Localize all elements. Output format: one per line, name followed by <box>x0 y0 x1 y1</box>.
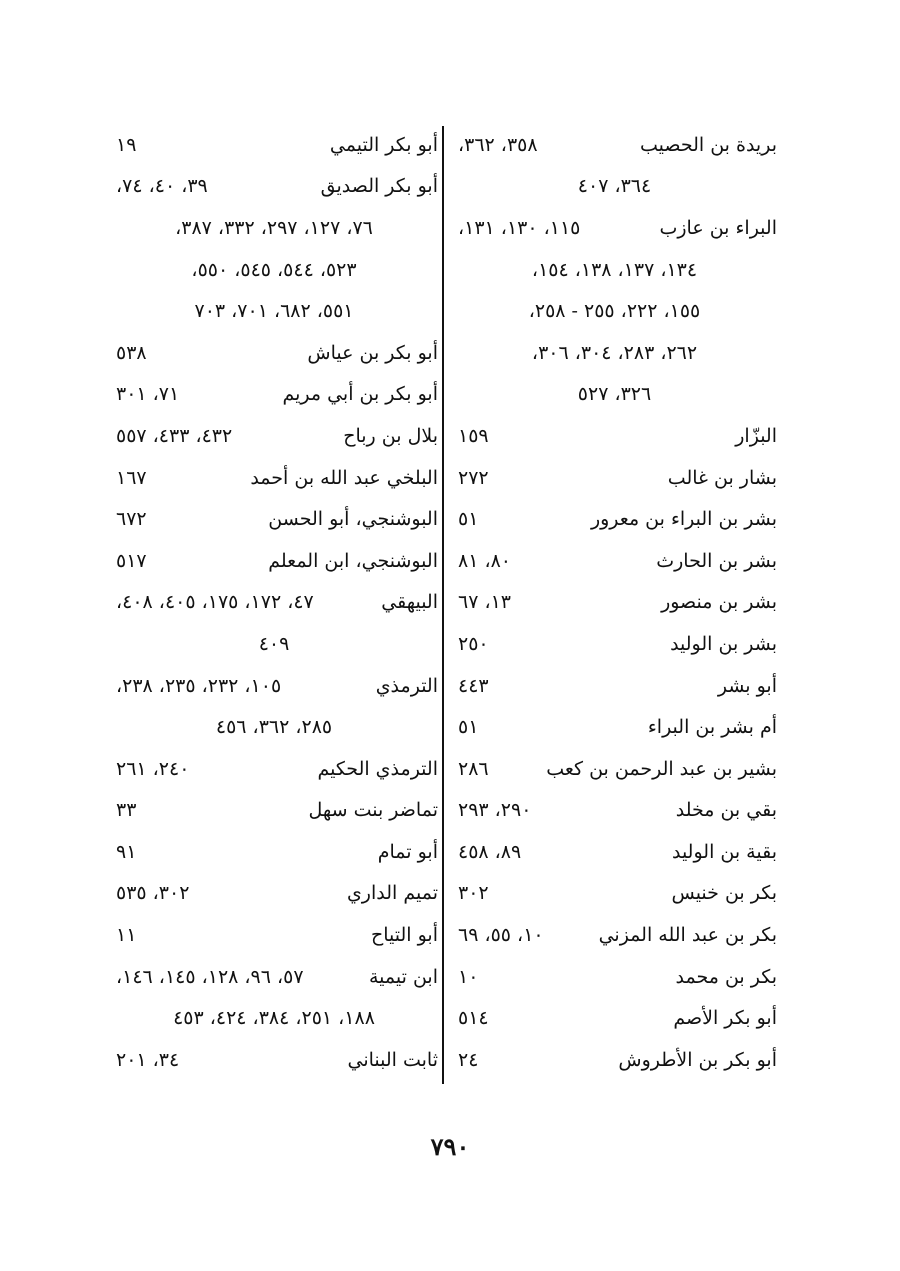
index-entry <box>110 374 438 416</box>
index-entry <box>452 332 777 374</box>
entry-name: بريدة بن الحصيب <box>639 133 777 156</box>
index-entry <box>452 623 777 665</box>
entry-name: أبو بكر الصديق <box>320 175 438 198</box>
index-entry <box>110 498 438 540</box>
index-column-left <box>110 124 438 1081</box>
index-entry <box>110 332 438 374</box>
index-entry <box>452 166 777 208</box>
index-entry <box>452 914 777 956</box>
index-entry <box>452 790 777 832</box>
entry-name: بشر بن منصور <box>661 591 777 614</box>
index-entry <box>110 956 438 998</box>
entry-pages: ١٠، ٥٥، ٦٩ <box>458 924 544 947</box>
entry-name: البوشنجي، أبو الحسن <box>268 508 438 531</box>
entry-name: تماضر بنت سهل <box>308 799 438 822</box>
entry-name: أبو تمام <box>377 840 438 863</box>
entry-pages: ٩١ <box>116 840 137 863</box>
entry-name: بشر بن البراء بن معرور <box>590 508 777 531</box>
index-entry <box>110 582 438 624</box>
entry-pages: ٣٤، ٢٠١ <box>116 1048 180 1071</box>
entry-pages: ٢٤٠، ٢٦١ <box>116 757 190 780</box>
column-divider <box>442 126 444 1084</box>
index-entry <box>452 748 777 790</box>
entry-pages: ٨٠، ٨١ <box>458 549 512 572</box>
entry-name: بكر بن محمد <box>675 965 777 988</box>
entry-name: الترمذي <box>375 674 438 697</box>
entry-pages: ٧٦، ١٢٧، ٢٩٧، ٣٣٢، ٣٨٧، <box>175 216 373 239</box>
entry-name: بقي بن مخلد <box>675 799 777 822</box>
index-entry <box>110 665 438 707</box>
index-entry <box>110 1039 438 1081</box>
index-entry <box>110 124 438 166</box>
index-entry <box>452 706 777 748</box>
entry-pages: ٢٥٠ <box>458 632 489 655</box>
index-entry <box>452 457 777 499</box>
index-entry <box>110 914 438 956</box>
entry-pages: ١٥٥، ٢٢٢، ٢٥٥ - ٢٥٨، <box>528 300 701 323</box>
index-entry <box>452 831 777 873</box>
index-entry <box>452 207 777 249</box>
entry-pages: ١٣٤، ١٣٧، ١٣٨، ١٥٤، <box>531 258 698 281</box>
entry-name: أبو بكر بن عياش <box>307 341 438 364</box>
index-entry <box>452 415 777 457</box>
entry-name: بكر بن خنيس <box>671 882 777 905</box>
index-entry <box>110 706 438 748</box>
index-entry <box>452 997 777 1039</box>
entry-pages: ٣٥٨، ٣٦٢، <box>458 133 538 156</box>
index-entry <box>110 415 438 457</box>
entry-pages: ١٠٥، ٢٣٢، ٢٣٥، ٢٣٨، <box>116 674 282 697</box>
entry-name: أبو بكر بن أبي مريم <box>282 383 438 406</box>
entry-pages: ٣٦٤، ٤٠٧ <box>577 175 652 198</box>
index-entry <box>110 290 438 332</box>
entry-pages: ٢٤ <box>458 1048 479 1071</box>
entry-pages: ٤٣٢، ٤٣٣، ٥٥٧ <box>116 424 233 447</box>
entry-pages: ٥١ <box>458 508 479 531</box>
entry-pages: ٦٧٢ <box>116 508 147 531</box>
entry-pages: ٥١٧ <box>116 549 147 572</box>
entry-name: البيهقي <box>381 591 438 614</box>
index-entry <box>452 873 777 915</box>
entry-pages: ١٨٨، ٢٥١، ٣٨٤، ٤٢٤، ٤٥٣ <box>173 1007 375 1030</box>
index-entry <box>452 665 777 707</box>
entry-pages: ٢٨٦ <box>458 757 489 780</box>
entry-pages: ١٣، ٦٧ <box>458 591 512 614</box>
index-entry <box>110 457 438 499</box>
index-column-right <box>452 124 777 1081</box>
entry-pages: ١٦٧ <box>116 466 147 489</box>
entry-name: أبو بكر الأصم <box>673 1007 777 1030</box>
index-entry <box>110 207 438 249</box>
entry-pages: ١٥٩ <box>458 424 489 447</box>
entry-pages: ٥٢٣، ٥٤٤، ٥٤٥، ٥٥٠، <box>191 258 357 281</box>
entry-name: أم بشر بن البراء <box>647 716 777 739</box>
entry-name: بشر بن الحارث <box>656 549 777 572</box>
index-entry <box>452 374 777 416</box>
entry-pages: ٧١، ٣٠١ <box>116 383 180 406</box>
entry-name: بشار بن غالب <box>667 466 777 489</box>
entry-pages: ٣٣ <box>116 799 137 822</box>
entry-pages: ١١٥، ١٣٠، ١٣١، <box>458 216 581 239</box>
index-entry <box>452 498 777 540</box>
entry-name: بكر بن عبد الله المزني <box>598 924 777 947</box>
entry-name: بشير بن عبد الرحمن بن كعب <box>546 757 777 780</box>
index-entry <box>110 790 438 832</box>
entry-pages: ٣٩، ٤٠، ٧٤، <box>116 175 208 198</box>
entry-name: بشر بن الوليد <box>670 632 777 655</box>
entry-name: أبو بشر <box>717 674 777 697</box>
index-entry <box>452 124 777 166</box>
entry-pages: ٥٥١، ٦٨٢، ٧٠١، ٧٠٣ <box>194 300 354 323</box>
entry-pages: ٨٩، ٤٥٨ <box>458 840 522 863</box>
entry-pages: ١٩ <box>116 133 137 156</box>
entry-name: بقية بن الوليد <box>671 840 777 863</box>
entry-pages: ٢٩٠، ٢٩٣ <box>458 799 532 822</box>
index-entry <box>110 748 438 790</box>
entry-name: البلخي عبد الله بن أحمد <box>250 466 438 489</box>
entry-pages: ٣٢٦، ٥٢٧ <box>577 383 652 406</box>
entry-pages: ٥٧، ٩٦، ١٢٨، ١٤٥، ١٤٦، <box>116 965 304 988</box>
entry-pages: ١٠ <box>458 965 479 988</box>
index-entry <box>110 997 438 1039</box>
entry-pages: ٢٨٥، ٣٦٢، ٤٥٦ <box>215 716 333 739</box>
entry-pages: ١١ <box>116 924 137 947</box>
entry-name: بلال بن رباح <box>343 424 438 447</box>
index-entry <box>110 831 438 873</box>
page-number: ٧٩٠ <box>430 1132 470 1161</box>
entry-pages: ٤٠٩ <box>258 632 290 655</box>
entry-pages: ٢٧٢ <box>458 466 489 489</box>
index-entry <box>110 249 438 291</box>
index-entry <box>452 290 777 332</box>
index-entry <box>452 1039 777 1081</box>
entry-pages: ٤٤٣ <box>458 674 489 697</box>
index-entry <box>110 623 438 665</box>
entry-pages: ٤٧، ١٧٢، ١٧٥، ٤٠٥، ٤٠٨، <box>116 591 314 614</box>
entry-name: تميم الداري <box>346 882 438 905</box>
index-entry <box>110 873 438 915</box>
index-entry <box>452 249 777 291</box>
index-entry <box>452 956 777 998</box>
index-entry <box>110 540 438 582</box>
entry-name: البراء بن عازب <box>659 216 777 239</box>
entry-name: ابن تيمية <box>369 965 438 988</box>
entry-name: أبو التياح <box>370 924 438 947</box>
entry-name: أبو بكر التيمي <box>329 133 438 156</box>
entry-pages: ٥١٤ <box>458 1007 489 1030</box>
entry-name: البزّار <box>735 424 777 447</box>
entry-pages: ٥١ <box>458 716 479 739</box>
entry-pages: ٥٣٨ <box>116 341 147 364</box>
index-entry <box>452 582 777 624</box>
entry-name: أبو بكر بن الأطروش <box>618 1048 777 1071</box>
index-entry <box>110 166 438 208</box>
entry-pages: ٣٠٢ <box>458 882 489 905</box>
entry-pages: ٢٦٢، ٢٨٣، ٣٠٤، ٣٠٦، <box>531 341 698 364</box>
entry-name: ثابت البناني <box>347 1048 438 1071</box>
entry-name: البوشنجي، ابن المعلم <box>268 549 438 572</box>
entry-name: الترمذي الحكيم <box>317 757 438 780</box>
index-entry <box>452 540 777 582</box>
entry-pages: ٣٠٢، ٥٣٥ <box>116 882 190 905</box>
